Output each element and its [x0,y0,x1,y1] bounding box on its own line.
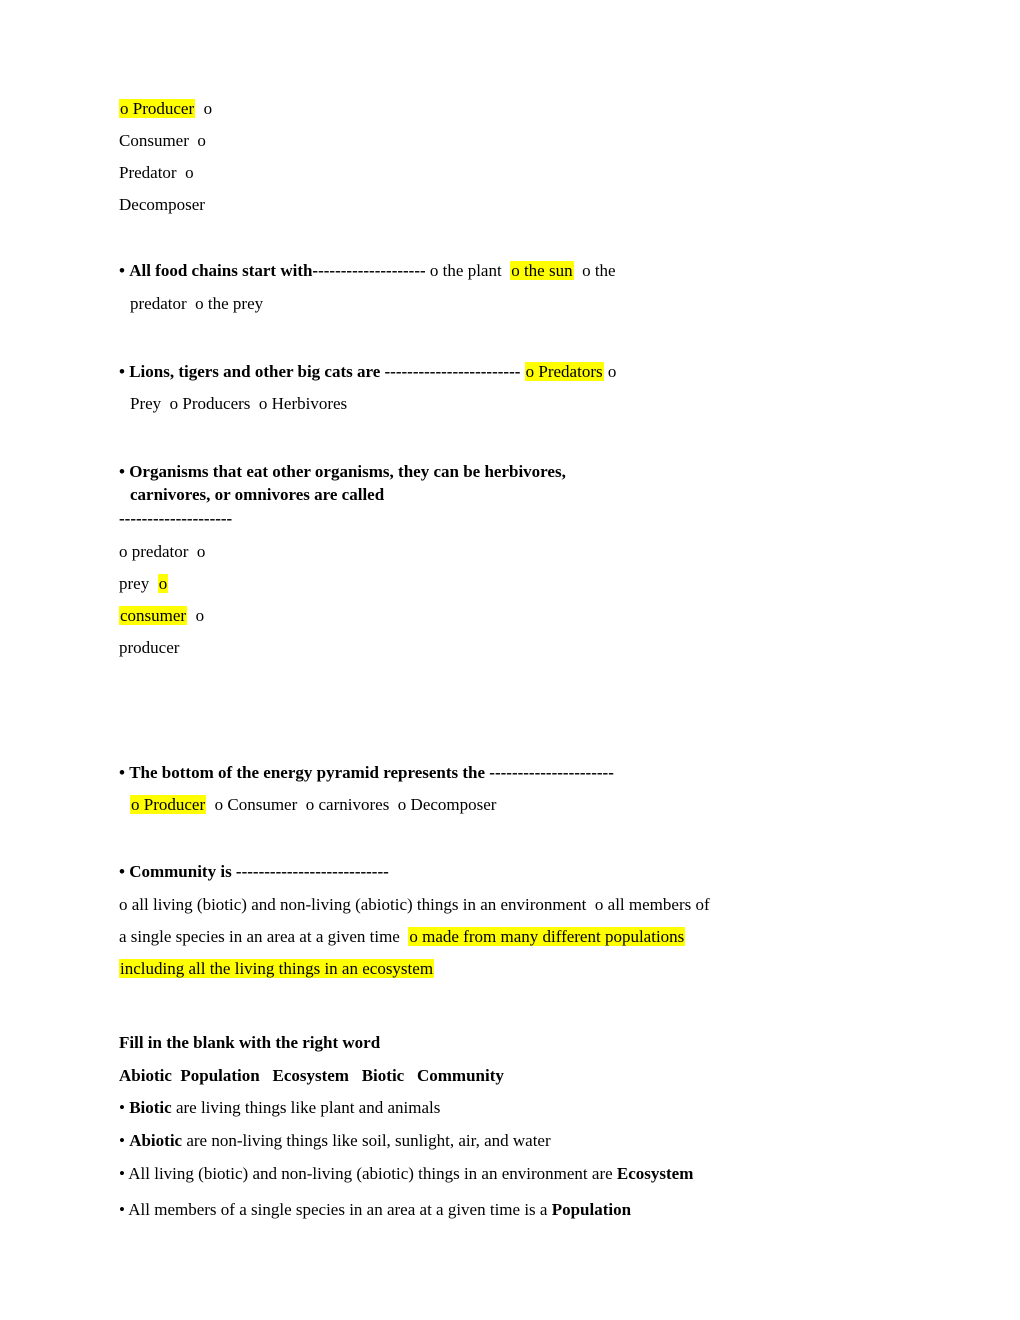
fill-sentence: • Abiotic are non-living things like soil, sunlight, air, and water [119,1131,551,1150]
fill-sentence: • Biotic are living things like plant and animals [119,1098,441,1117]
q4-question: • Organisms that eat other organisms, they can be herbivores, [119,462,566,481]
q6-option-line [119,959,434,979]
q3-options: Prey o Producers o Herbivores [130,394,348,413]
section-heading: Fill in the blank with the right word [119,1033,381,1052]
q6-option-line: o all living (biotic) and non-living (abiotic) things in an environment o all members of [119,895,710,914]
fill-sentence: • All living (biotic) and non-living (abiotic) things in an environment are Ecosystem [119,1164,694,1183]
q2-question: • All food chains start with-------------------- o the plant o the sun o the [119,261,616,280]
q6-question: • Community is --------------------------- [119,862,389,881]
q3-question: • Lions, tigers and other big cats are ------------------------ o Predators o [119,362,617,381]
highlighted-answer: o Producer [131,795,206,814]
bullet: • [119,763,125,782]
answer-word: Biotic [129,1098,172,1117]
highlighted-answer: o the sun [511,261,573,280]
highlighted-answer: including all the living things in an ecosystem [120,959,434,978]
highlighted-answer: consumer [120,606,187,625]
bullet: • [119,362,125,381]
q1-option-line: Predator o [119,163,194,182]
q4-option-line: o predator o [119,542,206,561]
highlighted-answer: o made from many different populations [409,927,685,946]
highlighted-answer: o [158,574,168,593]
answer-word: Abiotic [129,1131,183,1150]
bullet: • [119,261,125,280]
q1-option-line: Consumer o [119,131,206,150]
q5-options: o Producer o Consumer o carnivores o Decomposer [131,795,497,814]
highlighted-answer: o Producer [120,99,195,118]
q5-question: • The bottom of the energy pyramid represents the ---------------------- [119,763,614,782]
q2-options: predator o the prey [130,294,264,313]
highlighted-answer: o Predators [525,362,603,381]
q4-option-line: prey o [119,574,168,593]
answer-word: Ecosystem [616,1164,694,1183]
word-bank: Abiotic Population Ecosystem Biotic Community [119,1066,504,1085]
bullet: • [119,862,125,881]
q1-option-line: Decomposer [119,195,205,214]
answer-word: Population [551,1200,632,1219]
q4-option-line: producer [119,638,180,657]
bullet: • [119,462,125,481]
q4-blank: -------------------- [119,509,233,528]
q6-option-line: a single species in an area at a given time o made from many different populations [119,927,685,946]
q4-option-line: consumer o [120,606,205,625]
fill-sentence: • All members of a single species in an area at a given time is a Population [119,1200,632,1219]
q1-option-line: o Producer o [120,99,213,118]
q4-question-cont: carnivores, or omnivores are called [130,485,385,504]
